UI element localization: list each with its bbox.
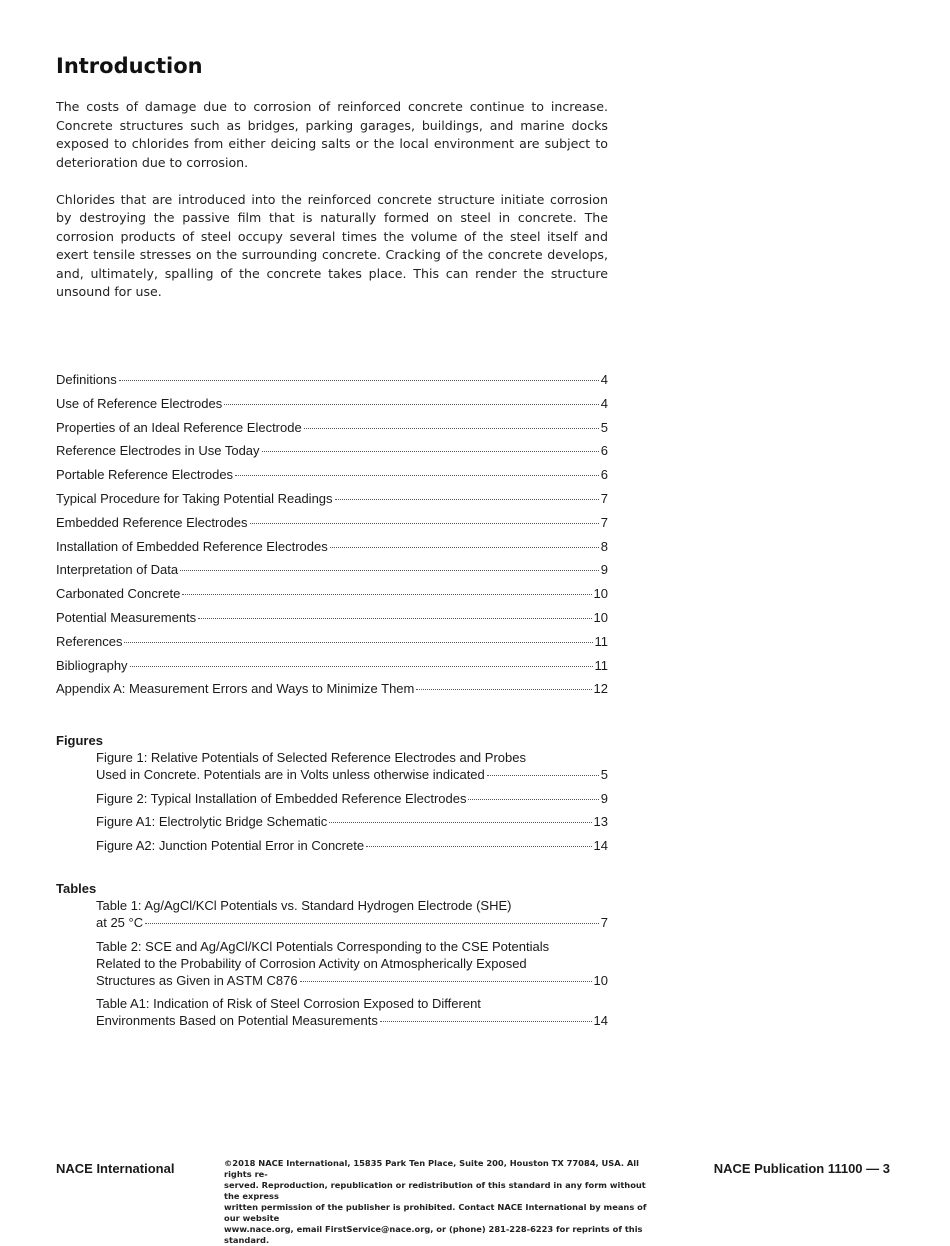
toc-entry-page: 9	[600, 562, 608, 578]
toc-entry-page: 8	[600, 538, 608, 554]
toc-entry-label: Portable Reference Electrodes	[56, 467, 234, 483]
toc-entry[interactable]	[56, 681, 608, 705]
toc-leader-dots	[262, 450, 599, 452]
figures-heading: Figures	[56, 733, 103, 748]
entry-line: Structures as Given in ASTM C876	[96, 972, 298, 988]
entry-page: 9	[600, 790, 608, 806]
footer-org: NACE International	[56, 1161, 175, 1176]
toc-leader-dots	[487, 774, 599, 776]
page-title: Introduction	[56, 54, 203, 78]
toc-entry-label: Embedded Reference Electrodes	[56, 514, 248, 530]
figures-list	[56, 733, 608, 861]
entry-line: at 25 °C	[96, 915, 144, 930]
entry-line: Table 2: SCE and Ag/AgCl/KCl Potentials Corresponding to the CSE Potentials	[96, 938, 550, 954]
entry-page: 10	[593, 972, 608, 988]
toc-entry-page: 11	[594, 633, 608, 649]
toc-leader-dots	[304, 427, 599, 429]
toc-entry[interactable]	[56, 658, 608, 682]
toc-entry-label: Carbonated Concrete	[56, 586, 181, 602]
toc-leader-dots	[198, 617, 591, 619]
toc-entry-page: 5	[600, 419, 608, 435]
toc-entry-label: Reference Electrodes in Use Today	[56, 443, 260, 459]
toc-entry-page: 7	[600, 490, 608, 506]
toc-entry[interactable]	[56, 443, 608, 467]
toc-entry-label: Installation of Embedded Reference Electrodes	[56, 538, 328, 554]
footer-copyright	[224, 1158, 660, 1246]
figure-entry[interactable]	[56, 838, 608, 855]
intro-paragraph: The costs of damage due to corrosion of reinforced concrete continue to increase. Concrete structures such as bridges, parking garages, buildings, and marine docks exposed to chlorides from either deicing salts or the local environment are subject to deterioration due to corrosion.	[56, 99, 608, 170]
table-entry[interactable]	[56, 898, 608, 932]
entry-line: Figure A1: Electrolytic Bridge Schematic	[96, 814, 328, 829]
toc-entry-label: Typical Procedure for Taking Potential Readings	[56, 490, 333, 506]
toc-entry[interactable]	[56, 586, 608, 610]
toc-entry-page: 11	[594, 657, 608, 673]
entry-page: 13	[593, 814, 608, 829]
toc-leader-dots	[130, 665, 593, 667]
intro-body	[56, 98, 608, 320]
toc-leader-dots	[416, 688, 591, 690]
entry-page: 7	[600, 915, 608, 930]
tables-heading: Tables	[56, 881, 97, 896]
toc-entry-page: 7	[600, 514, 608, 530]
entry-line: Figure 1: Relative Potentials of Selected Reference Electrodes and Probes	[96, 750, 526, 765]
toc-entry-page: 12	[593, 681, 608, 697]
toc-entry-page: 10	[593, 609, 608, 625]
toc-entry[interactable]	[56, 539, 608, 563]
toc-leader-dots	[335, 498, 599, 500]
toc-leader-dots	[235, 474, 599, 476]
toc-leader-dots	[330, 546, 599, 548]
entry-line: Used in Concrete. Potentials are in Volts unless otherwise indicated	[96, 767, 485, 782]
entry-page: 5	[600, 767, 608, 782]
entry-line: Related to the Probability of Corrosion Activity on Atmospherically Exposed	[96, 955, 527, 971]
toc-entry-page: 4	[600, 395, 608, 411]
entry-line: Environments Based on Potential Measurements	[96, 1013, 378, 1028]
toc-entry[interactable]	[56, 467, 608, 491]
toc-entry[interactable]	[56, 491, 608, 515]
toc-entry[interactable]	[56, 634, 608, 658]
toc-leader-dots	[468, 798, 598, 800]
toc-entry[interactable]	[56, 562, 608, 586]
toc-leader-dots	[380, 1020, 592, 1022]
intro-paragraph: Chlorides that are introduced into the reinforced concrete structure initiate corrosion by destroying the passive film that is naturally formed on steel in concrete. The corrosion products of steel occupy several times the volume of the steel itself and exert tensile stresses on the surrounding concrete. Cracking of the concrete develops, and, ultimately, spalling of the concrete takes place. This can render the structure unsound for use.	[56, 191, 608, 299]
figure-entry[interactable]	[56, 791, 608, 808]
toc-leader-dots	[366, 845, 591, 847]
entry-page: 14	[593, 1013, 608, 1028]
copyright-line: written permission of the publisher is prohibited. Contact NACE International by means of our website	[224, 1202, 647, 1223]
footer-publication: NACE Publication 11100 — 3	[713, 1161, 890, 1176]
entry-page: 14	[593, 837, 608, 853]
table-entry[interactable]	[56, 939, 608, 990]
toc-entry-label: Use of Reference Electrodes	[56, 395, 223, 411]
copyright-line: served. Reproduction, republication or redistribution of this standard in any form without the express	[224, 1180, 646, 1201]
toc-entry[interactable]	[56, 396, 608, 420]
toc-entry-label: References	[56, 633, 123, 649]
toc-leader-dots	[224, 403, 599, 405]
entry-line: Figure 2: Typical Installation of Embedded Reference Electrodes	[96, 790, 467, 806]
copyright-line: ©2018 NACE International, 15835 Park Ten Place, Suite 200, Houston TX 77084, USA. All rights re-	[224, 1158, 639, 1179]
toc-entry[interactable]	[56, 372, 608, 396]
toc-leader-dots	[145, 922, 599, 924]
toc-entry-page: 6	[600, 443, 608, 459]
table-entry[interactable]	[56, 996, 608, 1030]
toc-entry[interactable]	[56, 420, 608, 444]
toc-leader-dots	[180, 569, 599, 571]
toc-entry-label: Properties of an Ideal Reference Electrode	[56, 419, 302, 435]
entry-line: Figure A2: Junction Potential Error in Concrete	[96, 837, 365, 853]
toc-entry-label: Interpretation of Data	[56, 562, 179, 578]
toc-entry-label: Definitions	[56, 372, 117, 387]
figure-entry[interactable]	[56, 814, 608, 831]
entry-line: Table 1: Ag/AgCl/KCl Potentials vs. Standard Hydrogen Electrode (SHE)	[96, 898, 512, 913]
figure-entry[interactable]	[56, 750, 608, 784]
toc-leader-dots	[250, 522, 599, 524]
toc-entry-page: 6	[600, 467, 608, 483]
toc-entry[interactable]	[56, 515, 608, 539]
toc-leader-dots	[119, 379, 599, 381]
toc-leader-dots	[300, 980, 592, 982]
entry-line: Table A1: Indication of Risk of Steel Corrosion Exposed to Different	[96, 996, 481, 1011]
toc-entry-label: Appendix A: Measurement Errors and Ways to Minimize Them	[56, 681, 415, 697]
copyright-line: www.nace.org, email FirstService@nace.org, or (phone) 281-228-6223 for reprints of this standard.	[224, 1224, 643, 1245]
toc-entry[interactable]	[56, 610, 608, 634]
toc-leader-dots	[182, 593, 591, 595]
toc-leader-dots	[329, 821, 591, 823]
toc-entry-page: 4	[600, 372, 608, 387]
toc-entry-label: Bibliography	[56, 657, 128, 673]
tables-list	[56, 881, 608, 1037]
toc-entry-label: Potential Measurements	[56, 609, 197, 625]
toc-entry-page: 10	[593, 586, 608, 602]
table-of-contents	[56, 372, 608, 705]
toc-leader-dots	[124, 641, 592, 643]
